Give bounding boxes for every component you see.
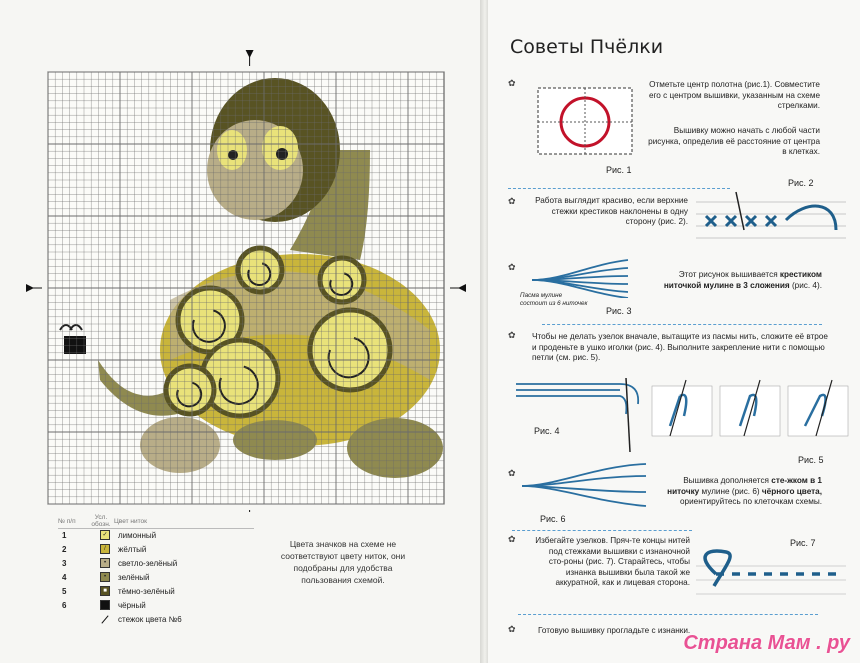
tip-thread-post: (рис. 4). — [791, 280, 822, 290]
bee-icon: ✿ — [508, 78, 516, 88]
legend-color-name: светло-зелёный — [118, 558, 178, 568]
legend-color-name: чёрный — [118, 600, 146, 610]
tip-backstitch-bold1: сте-жком в 1 ниточку — [667, 476, 822, 496]
butterfly-body — [64, 336, 86, 354]
legend-divider — [58, 528, 254, 529]
fig1-caption: Рис. 1 — [606, 165, 632, 175]
fig2-caption: Рис. 2 — [788, 178, 814, 188]
tip-backstitch-bold2: чёрного цвета, — [761, 486, 822, 496]
legend-color-name: тёмно-зелёный — [118, 586, 175, 596]
cross-stitch-chart — [0, 0, 484, 512]
fig6-single-strand-icon — [516, 462, 656, 512]
fig7-caption: Рис. 7 — [790, 538, 816, 548]
legend-color-name: зелёный — [118, 572, 150, 582]
fig2-cross-stitch-icon — [696, 190, 846, 250]
bee-icon: ✿ — [508, 534, 516, 544]
fig5-caption: Рис. 5 — [798, 455, 824, 465]
legend-row — [58, 528, 258, 542]
legend-color-name: стежок цвета №6 — [118, 614, 182, 624]
legend-row — [58, 570, 258, 584]
legend-number: 5 — [62, 586, 67, 596]
fig3-caption: Рис. 3 — [606, 306, 632, 316]
turtle-belly — [233, 420, 317, 460]
legend-note: Цвета значков на схеме не соответствуют цвету ниток, они подобраны для удобства пользования схемой. — [280, 539, 406, 585]
turtle-right-pupil — [276, 148, 288, 160]
tip-backstitch-pre: Вышивка дополняется — [683, 476, 769, 485]
legend-header-color: Цвет ниток — [114, 517, 147, 525]
bee-icon: ✿ — [508, 196, 516, 206]
fig5-loop-anchor-icon — [650, 376, 850, 446]
dot-symbol: • — [92, 572, 118, 582]
filled-symbol: ■ — [92, 586, 118, 596]
tip-find-center: Отметьте центр полотна (рис.1). Совместите его с центром вышивки, указанным на схеме стрелками. — [648, 80, 820, 111]
tip-no-knot: Чтобы не делать узелок вначале, вытащите из пасмы нить, сложите её втрое и проденьте в ушко иголки (рис. 4). Выполните закрепление нити с помощью петли (см. рис. 5). — [532, 332, 828, 363]
fig7-reverse-side-icon — [696, 546, 846, 612]
tip-thread-pre: Этот рисунок вышивается — [678, 270, 778, 279]
tip-start-anywhere: Вышивку можно начать с любой части рисунка, определив её расстояние от центра в клетках. — [648, 126, 820, 157]
legend-row — [58, 556, 258, 570]
legend-row — [58, 542, 258, 556]
chart-grid — [48, 72, 444, 504]
legend-header — [58, 514, 258, 528]
legend-number: 4 — [62, 572, 67, 582]
site-watermark: Страна Мам . ру — [683, 632, 850, 654]
fig4-caption: Рис. 4 — [534, 426, 560, 436]
tip-hide-ends: Избегайте узелков. Пряч-те концы нитей под стежками вышивки с изнаночной сто-роны (рис. 7). Старайтесь, чтобы изнанка вышивки была такой же аккуратной, как и лицевая сторона. — [535, 536, 690, 588]
turtle-back-leg — [140, 417, 220, 473]
needle-stitch-symbol — [92, 619, 118, 620]
legend-row — [58, 584, 258, 598]
separator — [512, 530, 692, 531]
slash-symbol: / — [92, 544, 118, 554]
separator — [542, 324, 822, 325]
tip-backstitch-post: ориентируйтесь по клеточкам схемы. — [679, 497, 822, 507]
legend-color-name: жёлтый — [118, 544, 147, 554]
fig6-caption: Рис. 6 — [540, 514, 566, 524]
legend-color-name: лимонный — [118, 530, 157, 540]
turtle-front-leg — [347, 418, 443, 478]
bee-icon: ✿ — [508, 330, 516, 340]
check-symbol: ✓ — [92, 530, 118, 540]
skein-note: Пасма мулине состоит из 6 ниточек — [520, 292, 588, 307]
thread-legend — [58, 514, 258, 626]
fig4-needle-threading-icon — [510, 374, 650, 454]
legend-number: 6 — [62, 600, 67, 610]
tips-page — [488, 0, 860, 663]
tip-backstitch — [664, 476, 822, 508]
bee-icon: ✿ — [508, 468, 516, 478]
legend-header-num: № п/п — [58, 517, 76, 525]
legend-header-symbol: Усл. обозн. — [91, 514, 111, 528]
tip-backstitch-mid: мулине (рис. 6) — [701, 486, 760, 496]
dot-symbol: • — [92, 558, 118, 568]
legend-number: 1 — [62, 530, 67, 540]
legend-number: 2 — [62, 544, 67, 554]
bee-icon: ✿ — [508, 262, 516, 272]
tip-stitch-direction: Работа выглядит красиво, если верхние стежки крестиков наклонены в одну сторону (рис. 2). — [535, 196, 688, 227]
separator — [518, 614, 818, 615]
separator — [508, 188, 730, 189]
tip-thread-strands — [650, 270, 822, 291]
legend-row — [58, 612, 258, 626]
square-symbol — [92, 600, 118, 610]
turtle-right-eye — [262, 126, 298, 170]
page-title: Советы Пчёлки — [510, 36, 664, 58]
fig1-canvas-center-icon — [530, 80, 640, 162]
tip-thread-bold: крестиком ниточкой мулине в 3 сложения — [663, 270, 822, 290]
legend-row — [58, 598, 258, 612]
legend-number: 3 — [62, 558, 67, 568]
tip-ironing: Готовую вышивку прогладьте с изнанки. — [538, 626, 691, 635]
bee-icon: ✿ — [508, 624, 516, 634]
